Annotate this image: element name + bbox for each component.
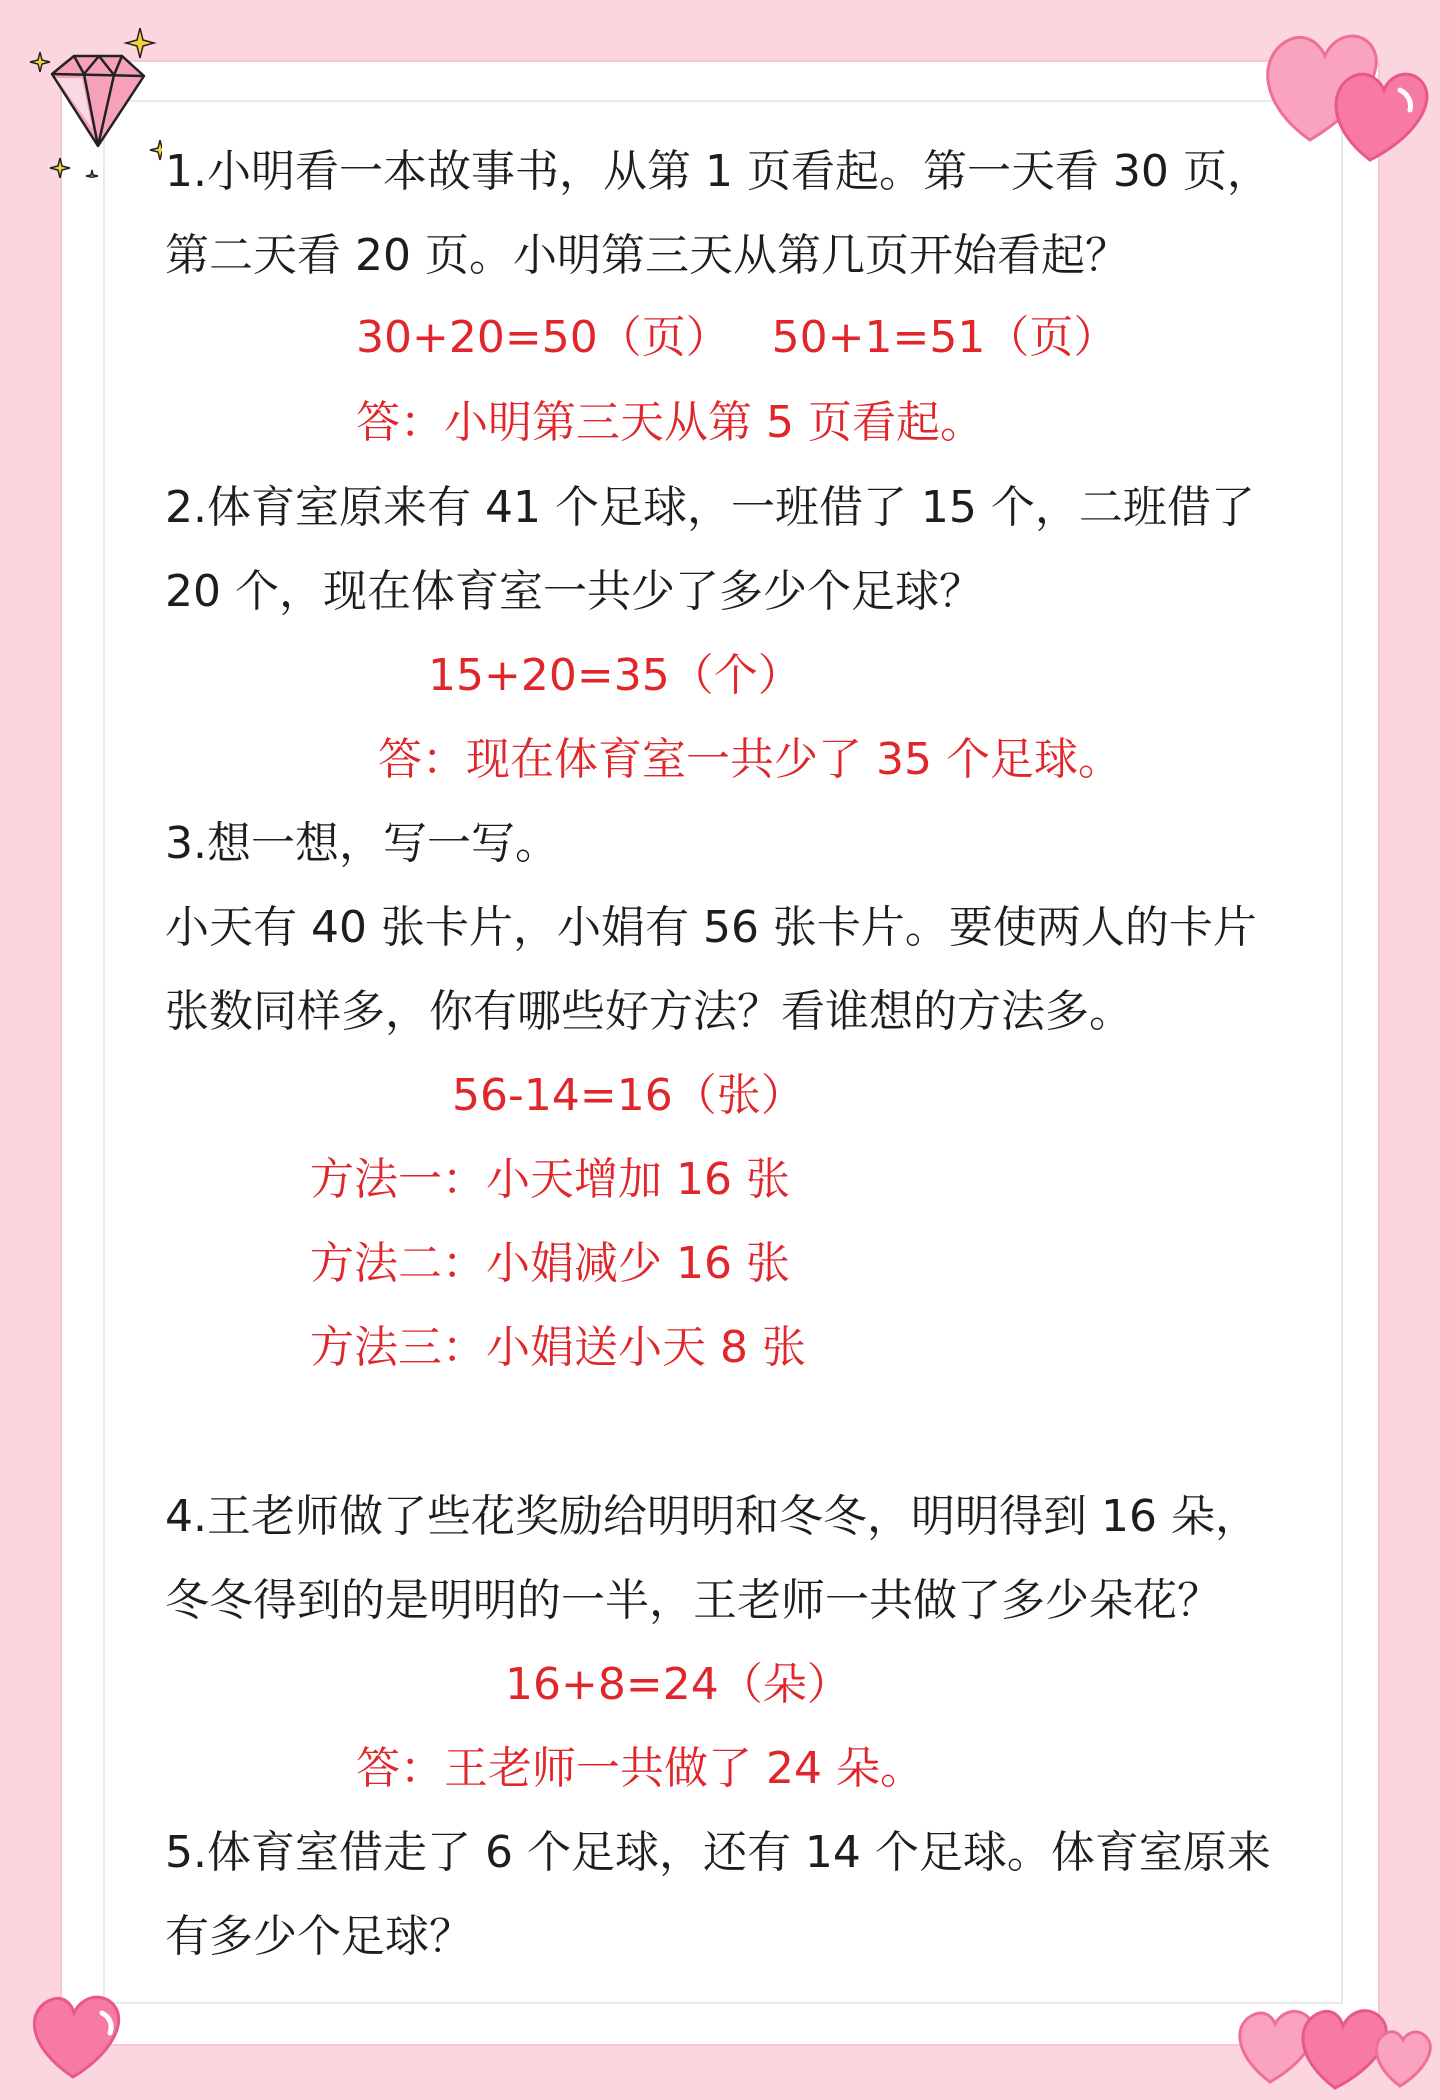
question-4-line-2: 冬冬得到的是明明的一半，王老师一共做了多少朵花？ [165, 1575, 1221, 1626]
question-4-line-1: 4.王老师做了些花奖励给明明和冬冬，明明得到 16 朵， [165, 1491, 1259, 1542]
question-1-line-2: 第二天看 20 页。小明第三天从第几页开始看起？ [165, 230, 1129, 281]
answer-3-calculation: 56-14=16（张） [452, 1070, 805, 1121]
answer-2-calculation: 15+20=35（个） [428, 650, 802, 701]
question-3-line-3: 张数同样多，你有哪些好方法？看谁想的方法多。 [165, 986, 1133, 1037]
question-2-line-1: 2.体育室原来有 41 个足球，一班借了 15 个，二班借了 [165, 482, 1255, 533]
answer-3-method-3: 方法三：小娟送小天 8 张 [310, 1322, 806, 1373]
answer-1-statement: 答：小明第三天从第 5 页看起。 [356, 397, 984, 448]
question-3-line-1: 3.想一想，写一写。 [165, 818, 559, 869]
question-2-line-2: 20 个，现在体育室一共少了多少个足球？ [165, 566, 983, 617]
answer-1-calculation: 30+20=50（页） 50+1=51（页） [356, 312, 1118, 363]
question-1-line-1: 1.小明看一本故事书，从第 1 页看起。第一天看 30 页， [165, 146, 1271, 197]
answer-2-statement: 答：现在体育室一共少了 35 个足球。 [378, 734, 1122, 785]
question-3-line-2: 小天有 40 张卡片，小娟有 56 张卡片。要使两人的卡片 [165, 902, 1257, 953]
answer-4-statement: 答：王老师一共做了 24 朵。 [356, 1743, 924, 1794]
answer-4-calculation: 16+8=24（朵） [505, 1659, 851, 1710]
question-5-line-2: 有多少个足球？ [165, 1911, 473, 1962]
answer-3-method-2: 方法二：小娟减少 16 张 [310, 1238, 790, 1289]
question-5-line-1: 5.体育室借走了 6 个足球，还有 14 个足球。体育室原来 [165, 1827, 1271, 1878]
answer-3-method-1: 方法一：小天增加 16 张 [310, 1154, 790, 1205]
